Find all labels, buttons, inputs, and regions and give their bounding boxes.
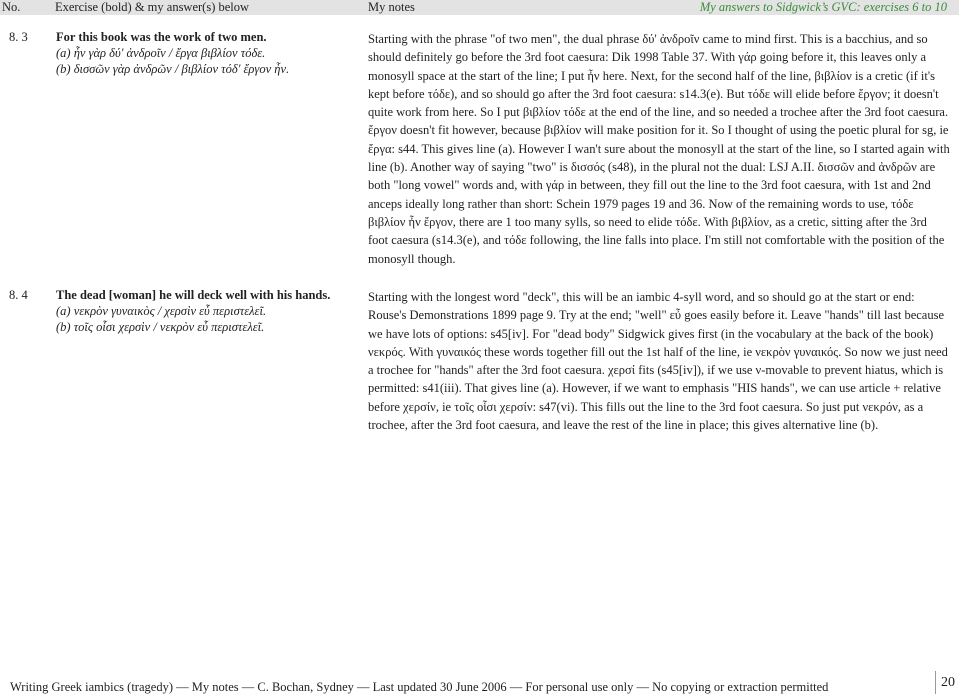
exercise-heading: For this book was the work of two men.: [56, 30, 267, 44]
exercise-block: [56, 287, 330, 335]
notes-block: [368, 288, 950, 434]
page-footer: Writing Greek iambics (tragedy) — My notes — C. Bochan, Sydney — Last updated 30 June 2006 — For personal use only — No copying or extraction permitted: [10, 680, 829, 694]
footer-divider: [935, 671, 936, 694]
answer-line-b: (b) δισσῶν γὰρ ἀνδρῶν / βιβλίον τόδ' ἔργον ἦν.: [56, 62, 290, 76]
exercise-number: 8. 3: [9, 30, 28, 44]
header-no: No.: [2, 0, 21, 14]
answer-line-b: (b) τοῖς οἷσι χερσὶν / νεκρὸν εὖ περιστελεῖ.: [56, 320, 265, 334]
exercise-heading: The dead [woman] he will deck well with his hands.: [56, 288, 331, 302]
exercise-block: [56, 29, 289, 77]
header-notes: My notes: [368, 0, 415, 14]
notes-paragraph: Starting with the phrase "of two men", the dual phrase δύ' ἀνδροῖν came to mind first. This is a bacchius, and so should definitely go before the 3rd foot caesura: Dik 1998 Table 37. With γάρ going before it, this leaves only a monosyll space at the start of the line; I put ἦν here. Next, for the second half of the line, βιβλίον is a cretic (if it's kept before τόδε), and so should go after the 3rd foot caesura: s14.3(e). But τόδε will elide before ἔργον; it doesn't quite work from here. So I put βιβλίον τόδε at the end of the line, and so needed a trochee after the 3rd foot caesura. ἔργον doesn't fit however, because βιβλίον will make position for it. So I thought of using the poetic plural for sg, ie ἔργα: s44. This gives line (a). However I wan't sure about the monosyll at the start of the line, so I started again with line (b). Another way of saying "two" is δισσός (s48), in the plural not the dual: LSJ A.II. δισσῶν and ἀνδρῶν are both "long vowel" words and, with γάρ in between, they fill out the line to the 3rd foot caesura, with 1st and 2nd anceps ideally long rather than short: Schein 1979 pages 19 and 36. Now of the remaining words to use, τόδε βιβλίον ἦν ἔργον, there are 1 too many sylls, so need to elide τόδε. With βιβλίον, as a cretic, sitting after the 3rd foot caesura (s14.3(e), and τόδε following, the line falls into place. I'm still not comfortable with the position of the monosyll though.: [368, 32, 950, 266]
notes-paragraph: Starting with the longest word "deck", this will be an iambic 4-syll word, and so should go at the start or end: Rouse's Demonstrations 1899 page 9. Try at the end; "well" εὖ goes easily before it. Leave "hands" till last because we have lots of options: s45[iv]. For "dead body" Sidgwick gives first (in the vocabulary at the back of the book) νεκρός. With γυναικός these words together fill out the 1st half of the line, ie νεκρὸν γυναικός. So now we just need a trochee for "hands" after the 3rd foot caesura. χερσί fits (s45[iv]), if we use ν-movable to prevent hiatus, which is permitted: s41(iii). That gives line (a). However, if we want to emphasis "HIS hands", we can use article + relative before χερσίν, ie τοῖς οἷσι χερσίν: s47(vi). This fills out the line to the 3rd foot caesura. So just put νεκρόν, as a trochee, after the 3rd foot caesura, and leave the rest of the line in place; this gives alternative line (b).: [368, 290, 948, 433]
exercise-number: 8. 4: [9, 288, 28, 302]
page-number: 20: [941, 675, 955, 690]
notes-block: [368, 30, 950, 268]
header-exercise: Exercise (bold) & my answer(s) below: [55, 0, 250, 14]
header-answers-title: My answers to Sidgwick’s GVC: exercises 6 to 10: [699, 0, 947, 14]
answer-line-a: (a) νεκρὸν γυναικὸς / χερσὶν εὖ περιστελεῖ.: [56, 304, 267, 318]
answer-line-a: (a) ἦν γὰρ δύ' ἀνδροῖν / ἔργα βιβλίον τόδε.: [56, 46, 266, 60]
